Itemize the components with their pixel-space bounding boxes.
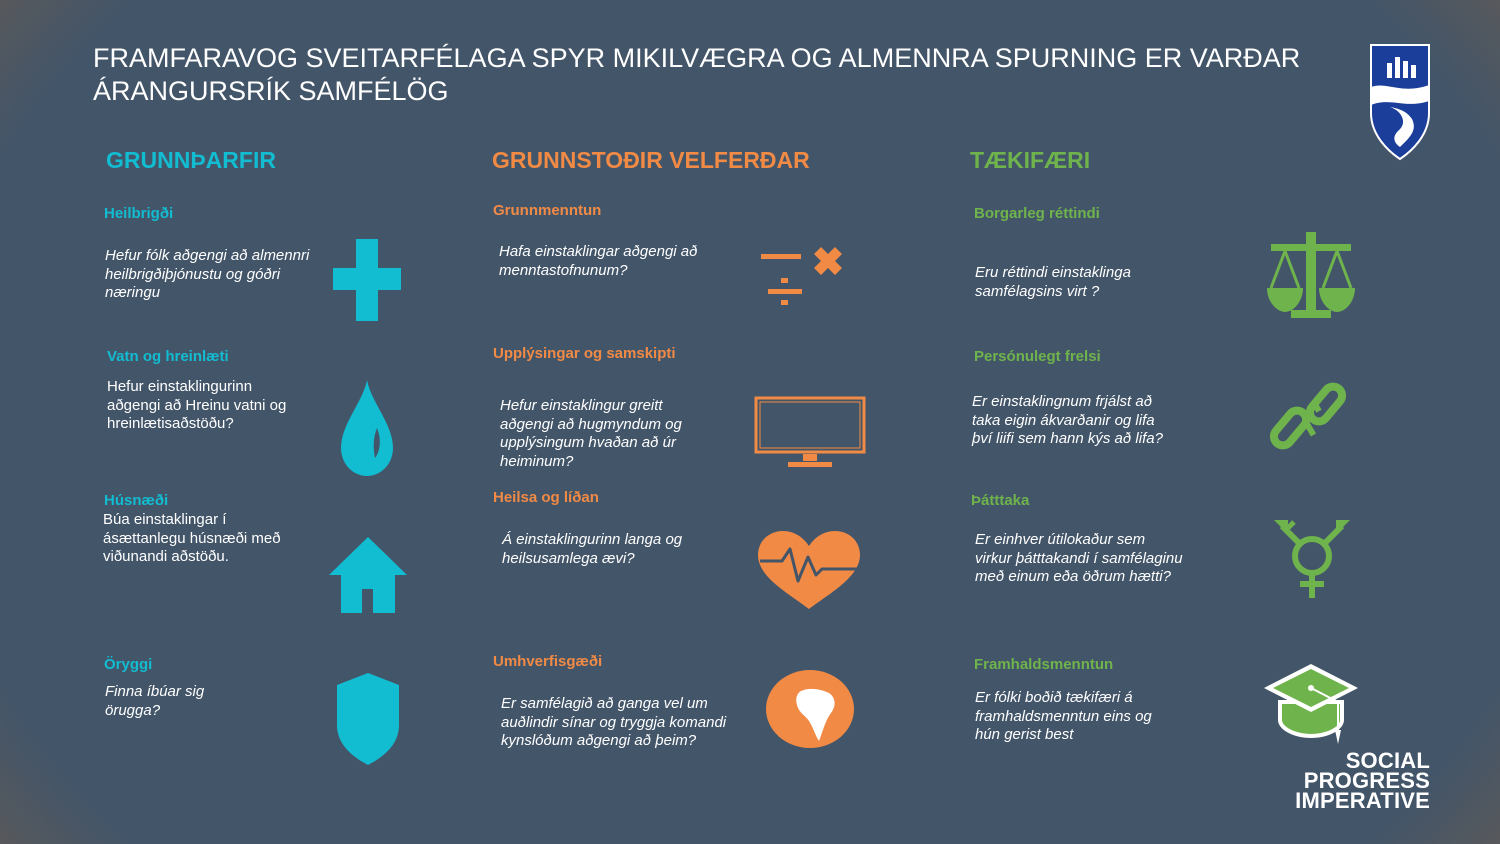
label-advanced-education: Framhaldsmenntun [974, 656, 1114, 673]
gender-symbol-icon [1272, 516, 1352, 600]
heading-wellbeing: GRUNNSTOÐIR VELFERÐAR [492, 147, 810, 173]
social-progress-imperative-logo [1284, 748, 1430, 813]
globe-icon [765, 669, 855, 749]
heading-opportunity: TÆKIFÆRI [970, 147, 1091, 173]
label-basic-education: Grunnmenntun [493, 202, 602, 219]
label-environment: Umhverfisgæði [493, 653, 603, 670]
label-health-wellness: Heilsa og líðan [493, 489, 599, 506]
label-housing: Húsnæði [104, 492, 169, 509]
broken-chain-icon [1267, 380, 1357, 452]
question-personal-freedom: Er einstaklingnum frjálst að taka eigin ákvarðanir og lifa því liifi sem hann kýs að lifa? [972, 393, 1163, 447]
question-environment: Er samfélagið að ganga vel um auðlindir sínar og tryggja komandi kynslóðum aðgengi að þeim? [501, 695, 727, 749]
brand-line-social: SOCIAL [1345, 748, 1430, 773]
label-participation: Þátttaka [971, 492, 1030, 509]
question-basic-education: Hafa einstaklingar aðgengi að menntastofnunum? [499, 243, 698, 279]
monitor-icon [754, 396, 866, 470]
brand-line-imperative: IMPERATIVE [1295, 788, 1430, 813]
label-safety: Öryggi [104, 656, 153, 673]
shield-icon [337, 673, 399, 765]
municipal-crest-icon [1368, 43, 1432, 161]
medical-cross-icon [333, 239, 401, 321]
heartbeat-icon [758, 531, 860, 609]
question-health-wellness: Á einstaklingurinn langa og heilsusamlega ævi? [502, 531, 683, 567]
page-title: FRAMFARAVOG SVEITARFÉLAGA SPYR MIKILVÆGRA OG ALMENNRA SPURNING ER VARÐAR ÁRANGURSRÍK SAMFÉLÖG [93, 43, 1301, 106]
scales-icon [1265, 232, 1357, 318]
graduation-cap-icon [1262, 662, 1360, 746]
heading-basic-needs: GRUNNÞARFIR [106, 147, 276, 173]
label-health: Heilbrigði [104, 205, 174, 222]
label-civil-rights: Borgarleg réttindi [974, 205, 1100, 222]
math-symbols-icon [761, 243, 851, 309]
label-information: Upplýsingar og samskipti [493, 345, 676, 362]
question-housing: Búa einstaklingar í ásættanlegu húsnæði með viðunandi aðstöðu. [103, 511, 281, 565]
label-water: Vatn og hreinlæti [107, 348, 229, 365]
question-civil-rights: Eru réttindi einstaklinga samfélagsins virt ? [975, 264, 1131, 300]
brand-line-progress: PROGRESS [1303, 768, 1430, 793]
water-drop-icon [341, 380, 393, 476]
question-information: Hefur einstaklingur greitt aðgengi að hugmyndum og upplýsingum hvaðan að úr heiminum? [500, 397, 682, 470]
question-health: Hefur fólk aðgengi að almennri heilbrigðiþjónustu og góðri næringu [105, 247, 310, 301]
question-advanced-education: Er fólki boðið tækifæri á framhaldsmenntun eins og hún gerist best [975, 689, 1152, 743]
house-icon [329, 537, 407, 613]
question-safety: Finna íbúar sig örugga? [105, 683, 205, 719]
question-water: Hefur einstaklingurinn aðgengi að Hreinu vatni og hreinlætisaðstöðu? [107, 378, 287, 432]
label-personal-freedom: Persónulegt frelsi [974, 348, 1101, 365]
question-participation: Er einhver útilokaður sem virkur þátttakandi í samfélaginu með einum eða öðrum hætti? [975, 531, 1183, 585]
